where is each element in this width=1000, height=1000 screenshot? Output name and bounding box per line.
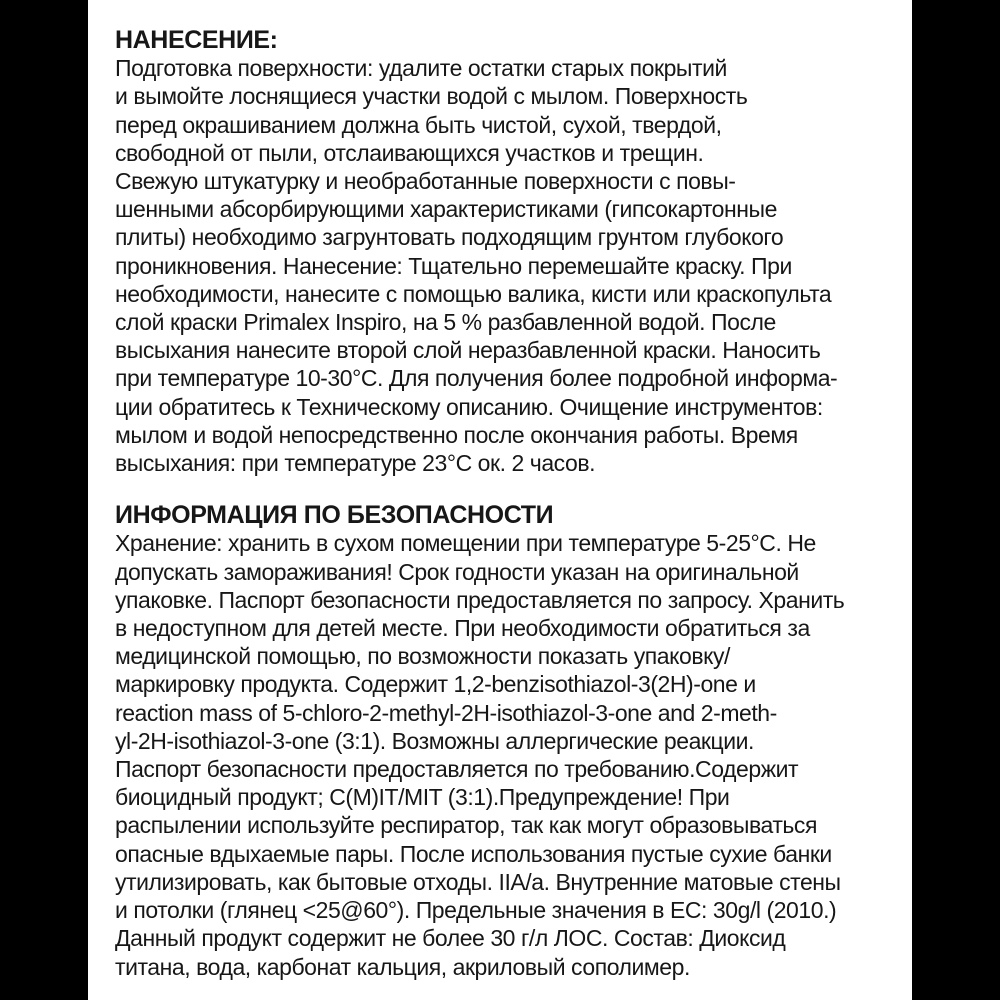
body-line: маркировку продукта. Содержит 1,2-benzisothiazol-3(2H)-one и <box>115 671 756 698</box>
body-line: допускать замораживания! Срок годности указан на оригинальной <box>115 558 799 585</box>
body-line: перед окрашиванием должна быть чистой, сухой, твердой, <box>115 111 722 138</box>
body-line: и вымойте лоснящиеся участки водой с мылом. Поверхность <box>115 83 748 110</box>
body-line: при температуре 10-30°C. Для получения более подробной информа- <box>115 365 838 392</box>
body-line: в недоступном для детей месте. При необходимости обратиться за <box>115 615 810 642</box>
application-section <box>115 26 905 477</box>
body-line: и потолки (глянец <25@60°). Предельные значения в ЕС: 30g/l (2010.) <box>115 897 837 924</box>
body-line: необходимости, нанесите с помощью валика, кисти или краскопульта <box>115 280 832 307</box>
body-line: Подготовка поверхности: удалите остатки старых покрытий <box>115 55 727 82</box>
body-line: мылом и водой непосредственно после окончания работы. Время <box>115 421 798 448</box>
safety-information-section <box>115 501 905 980</box>
body-line: Хранение: хранить в сухом помещении при температуре 5-25°C. Не <box>115 530 816 557</box>
body-line: yl-2H-isothiazol-3-one (3:1). Возможны аллергические реакции. <box>115 727 754 754</box>
section-heading: ИНФОРМАЦИЯ ПО БЕЗОПАСНОСТИ <box>115 501 554 530</box>
body-line: проникновения. Нанесение: Тщательно перемешайте краску. При <box>115 252 792 279</box>
body-line: биоцидный продукт; C(M)IT/MIT (3:1).Предупреждение! При <box>115 784 730 811</box>
body-line: свободной от пыли, отслаивающихся участков и трещин. <box>115 139 704 166</box>
body-line: Данный продукт содержит не более 30 г/л ЛОС. Состав: Диоксид <box>115 925 786 952</box>
body-line: высыхания нанесите второй слой неразбавленной краски. Наносить <box>115 337 821 364</box>
body-line: титана, вода, карбонат кальция, акриловый сополимер. <box>115 953 690 980</box>
left-black-bar <box>0 0 88 1000</box>
body-line: слой краски Primalex Inspiro, на 5 % разбавленной водой. После <box>115 309 776 336</box>
body-line: шенными абсорбирующими характеристиками (гипсокартонные <box>115 196 777 223</box>
body-line: высыхания: при температуре 23°C ок. 2 часов. <box>115 450 596 477</box>
body-line: утилизировать, как бытовые отходы. IIA/a. Внутренние матовые стены <box>115 868 841 895</box>
body-line: упаковке. Паспорт безопасности предоставляется по запросу. Хранить <box>115 586 845 613</box>
section-heading: НАНЕСЕНИЕ: <box>115 26 278 54</box>
body-line: Паспорт безопасности предоставляется по требованию.Содержит <box>115 756 799 783</box>
body-line: Свежую штукатурку и необработанные поверхности с повы- <box>115 168 736 195</box>
body-line: reaction mass of 5-chloro-2-methyl-2H-isothiazol-3-one and 2-meth- <box>115 699 777 726</box>
body-line: распылении используйте респиратор, так как могут образовываться <box>115 812 817 839</box>
label-content <box>115 26 905 981</box>
body-line: медицинской помощью, по возможности показать упаковку/ <box>115 643 730 670</box>
body-line: опасные вдыхаемые пары. После использования пустые сухие банки <box>115 840 832 867</box>
label-paper <box>88 0 912 1000</box>
body-line: плиты) необходимо загрунтовать подходящим грунтом глубокого <box>115 224 784 251</box>
right-black-bar <box>912 0 1000 1000</box>
body-line: ции обратитесь к Техническому описанию. Очищение инструментов: <box>115 393 823 420</box>
